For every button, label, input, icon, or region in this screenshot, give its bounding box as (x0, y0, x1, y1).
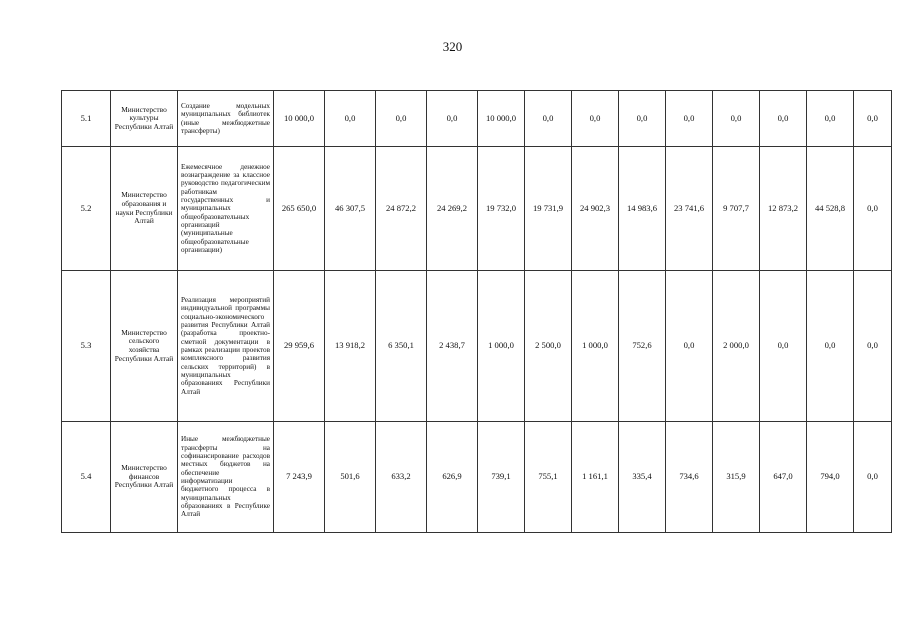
row-value: 633,2 (376, 422, 427, 533)
row-value: 794,0 (807, 422, 854, 533)
budget-table (61, 90, 892, 533)
row-value: 734,6 (666, 422, 713, 533)
row-description: Создание модельных муниципальных библиотек (иные межбюджетные трансферты) (178, 91, 274, 147)
table-row (62, 91, 892, 147)
row-value: 0,0 (525, 91, 572, 147)
row-value: 0,0 (854, 271, 892, 422)
row-organization: Министерство финансов Республики Алтай (111, 422, 178, 533)
row-value: 29 959,6 (274, 271, 325, 422)
row-value: 13 918,2 (325, 271, 376, 422)
row-value: 12 873,2 (760, 147, 807, 271)
row-value: 0,0 (760, 271, 807, 422)
row-value: 0,0 (760, 91, 807, 147)
row-value: 626,9 (427, 422, 478, 533)
row-value: 0,0 (807, 271, 854, 422)
row-value: 19 732,0 (478, 147, 525, 271)
row-value: 24 269,2 (427, 147, 478, 271)
table-row (62, 147, 892, 271)
page-number: 320 (442, 39, 463, 54)
row-index: 5.4 (62, 422, 111, 533)
row-value: 0,0 (666, 91, 713, 147)
row-value: 755,1 (525, 422, 572, 533)
row-value: 1 000,0 (572, 271, 619, 422)
row-value: 0,0 (376, 91, 427, 147)
row-value: 10 000,0 (274, 91, 325, 147)
row-value: 14 983,6 (619, 147, 666, 271)
row-description: Реализация мероприятий индивидуальной программы социально-экономического развития Республики Алтай (разработка проектно-сметной документации в рамках реализации проектов комплексного развития сельских территорий) в муниципальных образованиях Республики Алтай (178, 271, 274, 422)
row-value: 265 650,0 (274, 147, 325, 271)
row-value: 335,4 (619, 422, 666, 533)
row-value: 0,0 (807, 91, 854, 147)
row-value: 24 902,3 (572, 147, 619, 271)
row-value: 2 438,7 (427, 271, 478, 422)
row-value: 23 741,6 (666, 147, 713, 271)
row-index: 5.3 (62, 271, 111, 422)
row-value: 10 000,0 (478, 91, 525, 147)
row-value: 0,0 (427, 91, 478, 147)
row-value: 2 000,0 (713, 271, 760, 422)
row-organization: Министерство сельского хозяйства Республики Алтай (111, 271, 178, 422)
row-value: 501,6 (325, 422, 376, 533)
row-value: 0,0 (572, 91, 619, 147)
row-value: 46 307,5 (325, 147, 376, 271)
row-value: 7 243,9 (274, 422, 325, 533)
row-value: 19 731,9 (525, 147, 572, 271)
row-value: 315,9 (713, 422, 760, 533)
row-value: 2 500,0 (525, 271, 572, 422)
row-organization: Министерство образования и науки Республики Алтай (111, 147, 178, 271)
row-value: 1 161,1 (572, 422, 619, 533)
row-value: 0,0 (666, 271, 713, 422)
row-index: 5.1 (62, 91, 111, 147)
row-index: 5.2 (62, 147, 111, 271)
row-value: 44 528,8 (807, 147, 854, 271)
row-value: 0,0 (325, 91, 376, 147)
row-value: 739,1 (478, 422, 525, 533)
row-value: 647,0 (760, 422, 807, 533)
row-value: 0,0 (854, 147, 892, 271)
row-value: 0,0 (854, 422, 892, 533)
table-row (62, 271, 892, 422)
row-description: Ежемесячное денежное вознаграждение за классное руководство педагогическим работникам государственных и муниципальных общеобразовательных организаций (муниципальные общеобразовательные организации) (178, 147, 274, 271)
row-value: 9 707,7 (713, 147, 760, 271)
row-value: 1 000,0 (478, 271, 525, 422)
row-value: 0,0 (619, 91, 666, 147)
table-row (62, 422, 892, 533)
row-value: 24 872,2 (376, 147, 427, 271)
row-description: Иные межбюджетные трансферты на софинансирование расходов местных бюджетов на обеспечение информатизации бюджетного процесса в муниципальных образованиях в Республике Алтай (178, 422, 274, 533)
row-organization: Министерство культуры Республики Алтай (111, 91, 178, 147)
row-value: 6 350,1 (376, 271, 427, 422)
row-value: 0,0 (854, 91, 892, 147)
row-value: 752,6 (619, 271, 666, 422)
row-value: 0,0 (713, 91, 760, 147)
